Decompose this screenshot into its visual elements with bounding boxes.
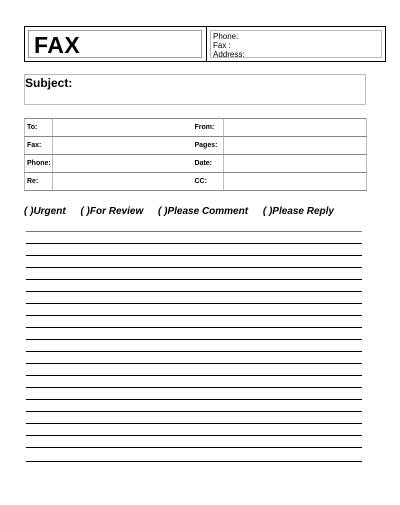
phone-label: Phone:: [25, 155, 53, 173]
fax-field[interactable]: [53, 137, 193, 155]
message-line: [26, 435, 362, 436]
message-line: [26, 461, 362, 462]
message-line: [26, 423, 362, 424]
re-field[interactable]: [53, 173, 193, 191]
message-line: [26, 303, 362, 304]
fax-label: Fax:: [25, 137, 53, 155]
phone-field[interactable]: [53, 155, 193, 173]
info-row-phone-date: [25, 155, 367, 173]
message-line: [26, 339, 362, 340]
message-line: [26, 375, 362, 376]
message-line: [26, 231, 362, 232]
sender-contact-box[interactable]: [210, 30, 382, 58]
message-line: [26, 255, 362, 256]
pages-field[interactable]: [224, 137, 367, 155]
subject-field[interactable]: [24, 74, 366, 105]
priority-options: [24, 206, 346, 218]
info-row-fax-pages: [25, 137, 367, 155]
date-field[interactable]: [224, 155, 367, 173]
fax-number-label: Fax :: [213, 41, 231, 50]
option-please-comment[interactable]: ( )Please Comment: [158, 206, 249, 217]
re-label: Re:: [25, 173, 53, 191]
from-field[interactable]: [224, 119, 367, 137]
pages-label: Pages:: [193, 137, 224, 155]
message-line: [26, 291, 362, 292]
fax-title: FAX: [34, 32, 81, 58]
cc-label: CC:: [193, 173, 224, 191]
message-line: [26, 351, 362, 352]
message-line: [26, 243, 362, 244]
fax-header: [24, 26, 386, 62]
message-line: [26, 399, 362, 400]
date-label: Date:: [193, 155, 224, 173]
message-line: [26, 447, 362, 448]
from-label: From:: [193, 119, 224, 137]
message-line: [26, 279, 362, 280]
message-line: [26, 267, 362, 268]
info-grid: [24, 118, 367, 191]
fax-title-box: [28, 30, 202, 58]
to-field[interactable]: [53, 119, 193, 137]
cc-field[interactable]: [224, 173, 367, 191]
message-line: [26, 363, 362, 364]
info-row-to-from: [25, 119, 367, 137]
message-line: [26, 327, 362, 328]
message-line: [26, 387, 362, 388]
header-divider: [206, 27, 207, 61]
address-label: Address:: [213, 50, 245, 59]
option-for-review[interactable]: ( )For Review: [80, 206, 144, 217]
message-line: [26, 315, 362, 316]
phone-label: Phone:: [213, 32, 239, 41]
subject-label: Subject:: [25, 76, 73, 90]
to-label: To:: [25, 119, 53, 137]
option-please-reply[interactable]: ( )Please Reply: [262, 206, 334, 217]
message-line: [26, 411, 362, 412]
info-row-re-cc: [25, 173, 367, 191]
option-urgent[interactable]: ( )Urgent: [24, 206, 66, 217]
